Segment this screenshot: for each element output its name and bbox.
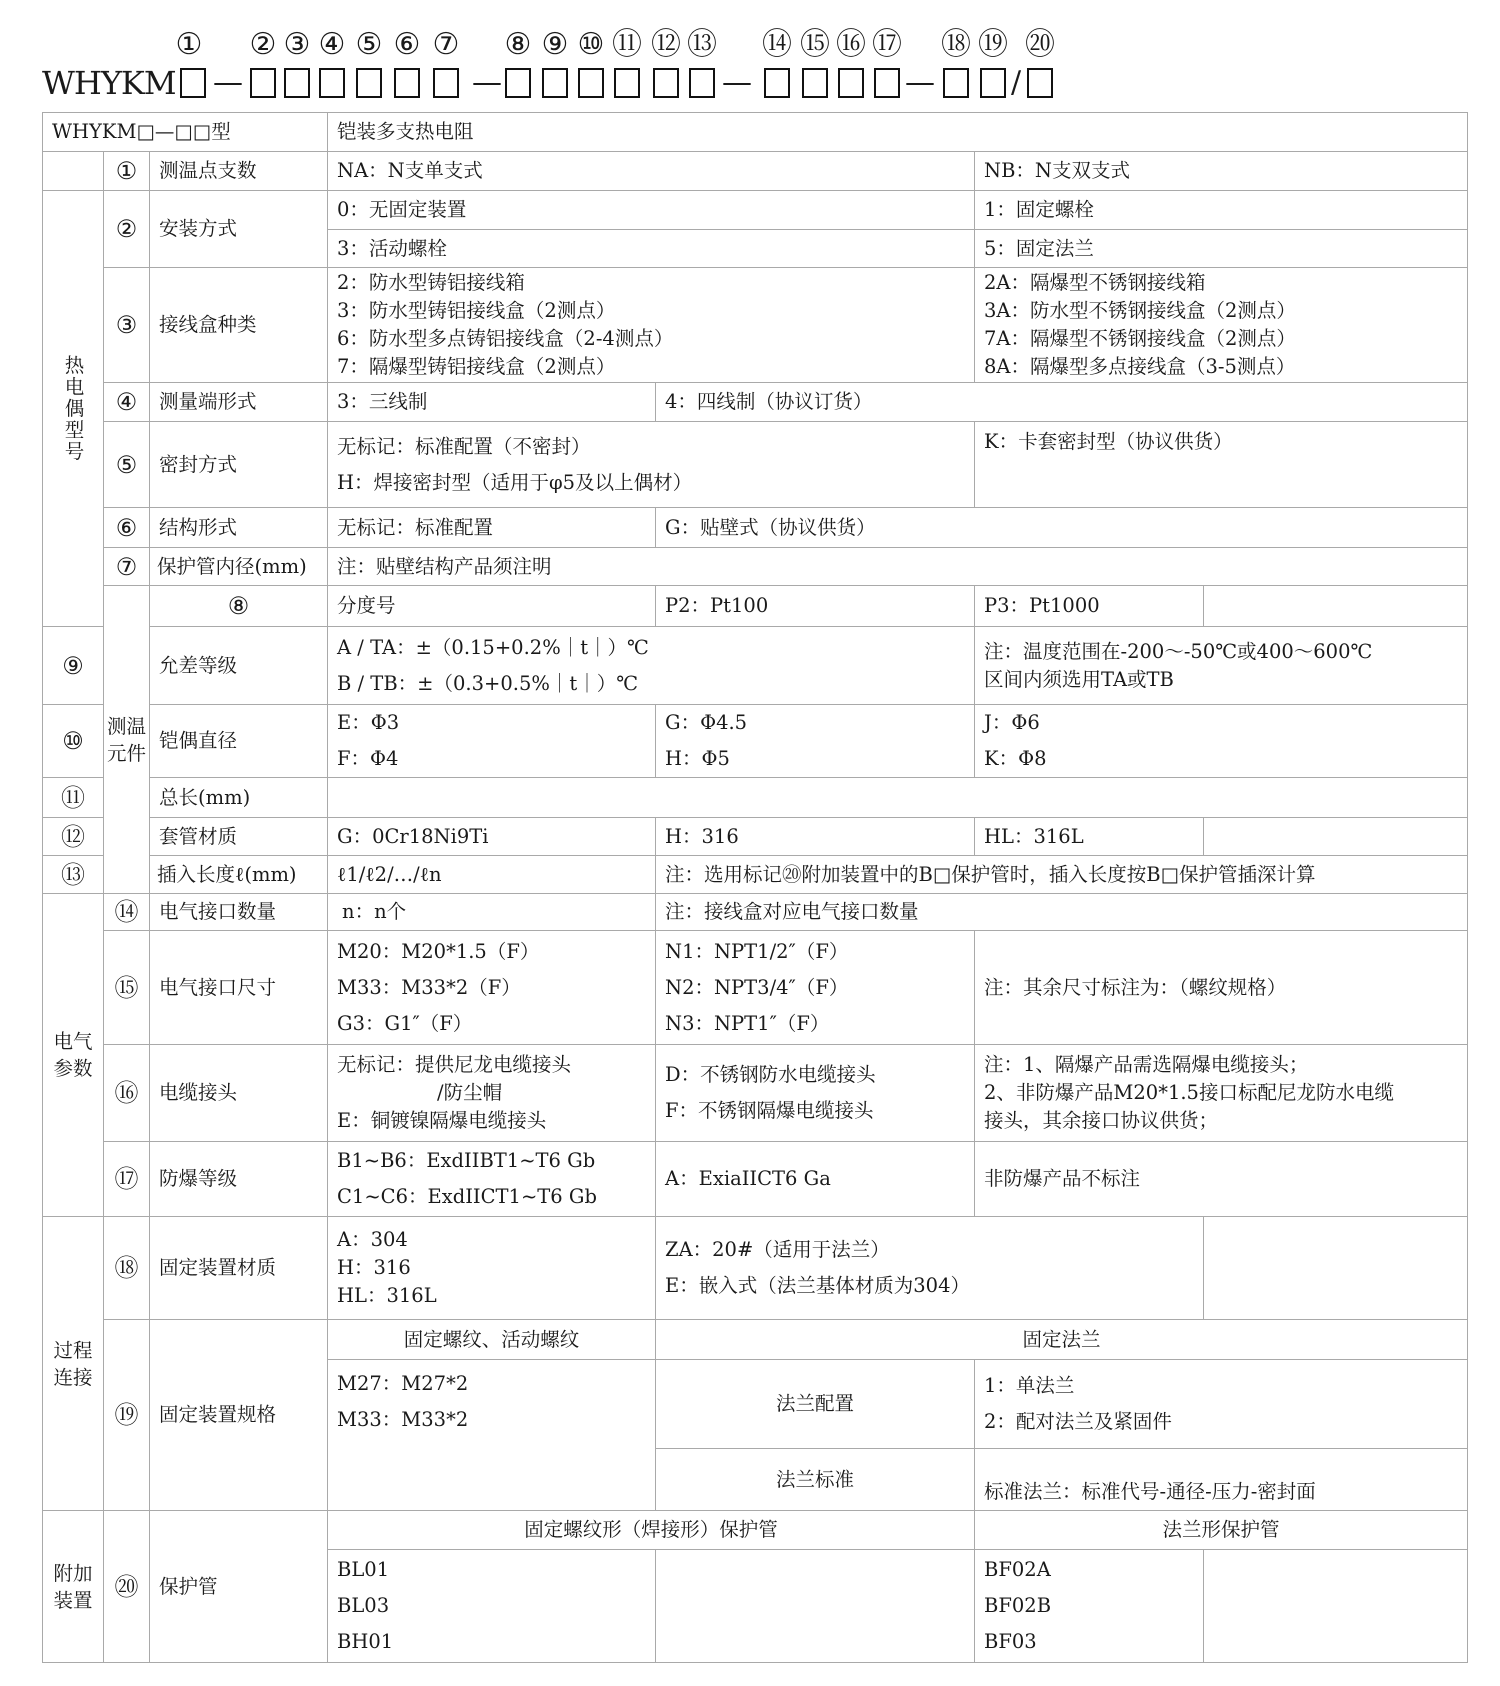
title-code: WHYKM□—□□型 xyxy=(43,113,328,152)
position-marker: ⑦ xyxy=(432,27,460,62)
position-marker: ⑫ xyxy=(651,27,681,62)
option-line: F：不锈钢隔爆电缆接头 xyxy=(665,1099,874,1122)
option-cell: 标准法兰：标准代号-通径-压力-密封面 xyxy=(975,1449,1468,1511)
option-cell: H：316 xyxy=(656,818,975,856)
row-label: 结构形式 xyxy=(150,508,328,548)
row-label: 密封方式 xyxy=(150,422,328,508)
option-cell: 1：固定螺栓 xyxy=(975,191,1468,230)
group-label: 过程 xyxy=(53,1338,93,1362)
row-label: 电缆接头 xyxy=(150,1045,328,1142)
table-row xyxy=(43,1511,1468,1550)
option-line: N1：NPT1/2″（F） xyxy=(665,939,849,963)
option-cell: HL：316L xyxy=(975,818,1204,856)
position-marker: ② xyxy=(249,27,277,62)
option-cell xyxy=(328,1142,656,1217)
option-cell xyxy=(328,422,975,508)
position-marker: ⑩ xyxy=(577,27,605,62)
option-line: G3：G1″（F） xyxy=(337,1011,473,1035)
note-cell xyxy=(975,627,1468,705)
row-number: ⑩ xyxy=(43,705,104,778)
code-box xyxy=(764,68,790,98)
option-cell xyxy=(656,1217,1204,1320)
option-line: BL03 xyxy=(337,1594,390,1617)
option-cell xyxy=(328,1217,656,1320)
option-cell xyxy=(656,705,975,778)
row-number: ⑨ xyxy=(43,627,104,705)
option-line: M27：M27*2 xyxy=(337,1372,469,1395)
empty-cell xyxy=(1204,586,1468,627)
row-label: 测温点支数 xyxy=(150,152,328,191)
flange-config-label: 法兰配置 xyxy=(656,1360,975,1449)
position-marker: ⑱ xyxy=(941,27,971,62)
group-label: 测温 xyxy=(106,714,146,738)
note-cell xyxy=(975,1045,1468,1142)
table-row xyxy=(43,152,1468,191)
option-line: M33：M33*2 xyxy=(337,1408,469,1431)
row-number: ② xyxy=(104,191,150,268)
row-label: 保护管内径(mm) xyxy=(150,548,328,586)
title-name: 铠装多支热电阻 xyxy=(328,113,1468,152)
position-marker: ⑲ xyxy=(978,27,1008,62)
option-line: C1~C6：ExdIICT1~T6 Gb xyxy=(337,1185,597,1208)
position-marker: ① xyxy=(175,27,203,62)
option-cell: 3：三线制 xyxy=(328,383,656,422)
option-line: ZA：20#（适用于法兰） xyxy=(665,1238,890,1261)
code-box xyxy=(874,68,900,98)
row-label: 防爆等级 xyxy=(150,1142,328,1217)
row-number: ⑲ xyxy=(104,1320,150,1511)
option-cell xyxy=(656,931,975,1045)
option-line: M33：M33*2（F） xyxy=(337,975,521,999)
option-line: H：Φ5 xyxy=(665,747,730,770)
code-dash: — xyxy=(905,65,935,100)
option-cell: NB：N支双支式 xyxy=(975,152,1468,191)
code-box xyxy=(394,68,420,98)
row-label: 铠偶直径 xyxy=(150,705,328,778)
option-cell: K：卡套密封型（协议供货） xyxy=(975,422,1468,508)
option-cell xyxy=(328,1045,656,1142)
option-cell xyxy=(975,268,1468,383)
option-line: BH01 xyxy=(337,1630,394,1653)
option-line: 无标记：标准配置（不密封） xyxy=(337,434,591,458)
option-line: 7：隔爆型铸铝接线盒（2测点） xyxy=(337,355,616,378)
position-marker: ④ xyxy=(318,27,346,62)
table-row xyxy=(43,1142,1468,1217)
option-line: A：304 xyxy=(337,1228,408,1251)
option-line: 无标记：提供尼龙电缆接头 xyxy=(337,1053,572,1076)
table-row xyxy=(43,113,1468,152)
group-accessories xyxy=(43,1511,104,1663)
option-line: 2：配对法兰及紧固件 xyxy=(984,1410,1172,1433)
model-prefix: WHYKM xyxy=(42,64,176,102)
code-box xyxy=(319,68,345,98)
row-number: ⑭ xyxy=(104,894,150,931)
code-box xyxy=(943,68,969,98)
option-cell xyxy=(328,705,656,778)
table-row xyxy=(43,1045,1468,1142)
table-row xyxy=(43,383,1468,422)
table-row xyxy=(43,894,1468,931)
option-line: B / TB：±（0.3+0.5%｜t｜）℃ xyxy=(337,671,639,695)
group-sensor-element xyxy=(104,586,150,894)
code-box xyxy=(838,68,864,98)
table-row xyxy=(43,548,1468,586)
position-marker: ⑪ xyxy=(612,27,642,62)
position-marker: ⑧ xyxy=(504,27,532,62)
row-label: 保护管 xyxy=(150,1511,328,1663)
option-cell xyxy=(328,1360,656,1511)
option-line: BF02B xyxy=(984,1594,1052,1617)
option-line: 2A：隔爆型不锈钢接线箱 xyxy=(984,271,1206,294)
option-cell xyxy=(656,1045,975,1142)
note-line: 区间内须选用TA或TB xyxy=(984,667,1174,691)
row-number: ④ xyxy=(104,383,150,422)
option-cell: ℓ1/ℓ2/…/ℓn xyxy=(328,856,656,894)
table-row xyxy=(43,586,1468,627)
code-dash: — xyxy=(472,65,502,100)
row-number: ⑱ xyxy=(104,1217,150,1320)
table-row xyxy=(43,818,1468,856)
row-number: ① xyxy=(104,152,150,191)
row-number: ③ xyxy=(104,268,150,383)
row-number: ⑥ xyxy=(104,508,150,548)
code-box xyxy=(180,68,206,98)
option-line: H：焊接密封型（适用于φ5及以上偶材） xyxy=(337,470,693,494)
subheader-cell: 法兰形保护管 xyxy=(975,1511,1468,1550)
row-label: 插入长度ℓ(mm) xyxy=(150,856,328,894)
subheader-cell: 固定螺纹、活动螺纹 xyxy=(328,1320,656,1360)
code-box xyxy=(250,68,276,98)
note-cell: 注：选用标记⑳附加装置中的B□保护管时，插入长度按B□保护管插深计算 xyxy=(656,856,1468,894)
code-box xyxy=(578,68,604,98)
option-cell: 3：活动螺栓 xyxy=(328,230,975,268)
option-line: 3：防水型铸铝接线盒（2测点） xyxy=(337,299,616,322)
group-thermocouple-model xyxy=(43,191,104,627)
option-line: 8A：隔爆型多点接线盒（3-5测点） xyxy=(984,355,1296,378)
option-cell: G：贴壁式（协议供货） xyxy=(656,508,1468,548)
note-line: 注：1、隔爆产品需选隔爆电缆接头； xyxy=(984,1053,1309,1076)
option-line: 1：单法兰 xyxy=(984,1374,1075,1397)
table-row xyxy=(43,1320,1468,1360)
code-box xyxy=(614,68,640,98)
option-line: M20：M20*1.5（F） xyxy=(337,939,540,963)
group-label: 热电偶型号 xyxy=(61,354,85,463)
code-box xyxy=(505,68,531,98)
empty-cell xyxy=(1204,818,1468,856)
table-row xyxy=(43,1217,1468,1320)
code-dash: — xyxy=(722,65,752,100)
note-cell: 注：接线盒对应电气接口数量 xyxy=(656,894,1468,931)
option-line: 6：防水型多点铸铝接线盒（2-4测点） xyxy=(337,327,674,350)
option-line: 2：防水型铸铝接线箱 xyxy=(337,271,525,294)
position-marker: ⑤ xyxy=(355,27,383,62)
option-cell: 0：无固定装置 xyxy=(328,191,975,230)
code-slash: / xyxy=(1010,65,1022,100)
option-line: BF02A xyxy=(984,1558,1051,1581)
option-cell: P3：Pt1000 xyxy=(975,586,1204,627)
table-row xyxy=(43,856,1468,894)
note-line: 2、非防爆产品M20*1.5接口标配尼龙防水电缆 xyxy=(984,1081,1394,1104)
table-row xyxy=(43,191,1468,230)
option-line: J：Φ6 xyxy=(984,711,1040,734)
table-row xyxy=(43,508,1468,548)
position-marker: ⑬ xyxy=(687,27,717,62)
row-number: ⑯ xyxy=(104,1045,150,1142)
note-line: 接头，其余接口协议供货； xyxy=(984,1109,1219,1132)
group-electrical-parameters xyxy=(43,894,104,1217)
code-box xyxy=(284,68,310,98)
row-label: 允差等级 xyxy=(150,627,328,705)
row-number: ⑫ xyxy=(43,818,104,856)
code-box xyxy=(433,68,459,98)
row-label: 套管材质 xyxy=(150,818,328,856)
option-cell: G：0Cr18Ni9Ti xyxy=(328,818,656,856)
group-process-connection xyxy=(43,1217,104,1511)
code-box xyxy=(542,68,568,98)
option-cell: n：n个 xyxy=(328,894,656,931)
row-number: ⑪ xyxy=(43,778,104,818)
option-cell: 注：贴壁结构产品须注明 xyxy=(328,548,1468,586)
note-cell: 注：其余尺寸标注为：（螺纹规格） xyxy=(975,931,1468,1045)
code-box xyxy=(1027,68,1053,98)
group-label: 电气 xyxy=(53,1030,93,1053)
option-line: H：316 xyxy=(337,1256,411,1279)
row-label: 总长(mm) xyxy=(150,778,328,818)
option-line: 3A：防水型不锈钢接线盒（2测点） xyxy=(984,299,1296,322)
row-number: ⑰ xyxy=(104,1142,150,1217)
option-cell xyxy=(975,1550,1204,1663)
row-number: ⑮ xyxy=(104,931,150,1045)
row-label: 测量端形式 xyxy=(150,383,328,422)
flange-standard-label: 法兰标准 xyxy=(656,1449,975,1511)
subheader-cell: 固定螺纹形（焊接形）保护管 xyxy=(328,1511,975,1550)
group-label: 参数 xyxy=(53,1057,93,1080)
option-cell: 5：固定法兰 xyxy=(975,230,1468,268)
option-line: BF03 xyxy=(984,1630,1037,1653)
group-label: 连接 xyxy=(53,1365,93,1389)
code-dash: — xyxy=(213,65,243,100)
option-line: N2：NPT3/4″（F） xyxy=(665,975,849,999)
option-line: BL01 xyxy=(337,1558,390,1581)
position-marker: ③ xyxy=(283,27,311,62)
subheader-cell: 固定法兰 xyxy=(656,1320,1468,1360)
position-marker: ⑨ xyxy=(541,27,569,62)
option-line: A / TA：±（0.15+0.2%｜t｜）℃ xyxy=(337,635,649,659)
table-row xyxy=(43,422,1468,508)
empty-cell xyxy=(328,778,1468,818)
empty-cell xyxy=(1204,1217,1468,1320)
option-line: E：Φ3 xyxy=(337,711,400,734)
row-number: ⑦ xyxy=(104,548,150,586)
code-box xyxy=(653,68,679,98)
option-cell xyxy=(328,931,656,1045)
group-label: 元件 xyxy=(106,741,146,765)
row-label: 电气接口尺寸 xyxy=(150,931,328,1045)
option-cell xyxy=(975,1360,1468,1449)
option-line: G：Φ4.5 xyxy=(665,711,748,734)
option-line: B1~B6：ExdIIBT1~T6 Gb xyxy=(337,1149,596,1172)
row-label: 安装方式 xyxy=(150,191,328,268)
option-line: K：Φ8 xyxy=(984,747,1047,770)
table-row xyxy=(43,778,1468,818)
code-box xyxy=(689,68,715,98)
option-line: HL：316L xyxy=(337,1284,437,1307)
option-line: E：嵌入式（法兰基体材质为304） xyxy=(665,1274,970,1297)
option-cell: 4：四线制（协议订货） xyxy=(656,383,1468,422)
row-number: ⑬ xyxy=(43,856,104,894)
position-marker: ⑳ xyxy=(1025,27,1055,62)
code-box xyxy=(356,68,382,98)
empty-cell xyxy=(1204,1550,1468,1663)
row-number: ⑳ xyxy=(104,1511,150,1663)
option-line: E：铜镀镍隔爆电缆接头 xyxy=(337,1109,547,1132)
row-number: ⑧ xyxy=(150,586,328,627)
option-cell xyxy=(328,627,975,705)
option-cell xyxy=(328,1550,656,1663)
option-cell xyxy=(975,705,1468,778)
table-row xyxy=(43,705,1468,778)
row-label: 电气接口数量 xyxy=(150,894,328,931)
model-code-header xyxy=(0,0,1500,110)
option-cell: A：ExiaIICT6 Ga xyxy=(656,1142,975,1217)
position-marker: ⑭ xyxy=(762,27,792,62)
note-line: 注：温度范围在-200～-50℃或400～600℃ xyxy=(984,639,1373,663)
row-number: ⑤ xyxy=(104,422,150,508)
table-row xyxy=(43,627,1468,705)
option-line: 7A：隔爆型不锈钢接线盒（2测点） xyxy=(984,327,1296,350)
position-marker: ⑯ xyxy=(836,27,866,62)
row-label: 固定装置材质 xyxy=(150,1217,328,1320)
option-cell xyxy=(328,268,975,383)
option-line: F：Φ4 xyxy=(337,747,399,770)
option-cell: 无标记：标准配置 xyxy=(328,508,656,548)
row-label: 接线盒种类 xyxy=(150,268,328,383)
group-empty xyxy=(43,152,104,191)
position-marker: ⑮ xyxy=(800,27,830,62)
option-cell: P2：Pt100 xyxy=(656,586,975,627)
group-label: 装置 xyxy=(53,1588,93,1612)
option-line: N3：NPT1″（F） xyxy=(665,1011,830,1035)
empty-cell xyxy=(656,1550,975,1663)
option-cell: NA：N支单支式 xyxy=(328,152,975,191)
table-row xyxy=(43,268,1468,383)
position-marker: ⑥ xyxy=(393,27,421,62)
model-selection-table xyxy=(42,112,1468,1663)
note-cell: 非防爆产品不标注 xyxy=(975,1142,1468,1217)
code-box xyxy=(802,68,828,98)
option-line: /防尘帽 xyxy=(437,1081,503,1104)
row-label: 分度号 xyxy=(328,586,656,627)
table-row xyxy=(43,931,1468,1045)
row-label: 固定装置规格 xyxy=(150,1320,328,1511)
position-marker: ⑰ xyxy=(872,27,902,62)
group-label: 附加 xyxy=(53,1561,93,1585)
option-line: D：不锈钢防水电缆接头 xyxy=(665,1063,876,1086)
